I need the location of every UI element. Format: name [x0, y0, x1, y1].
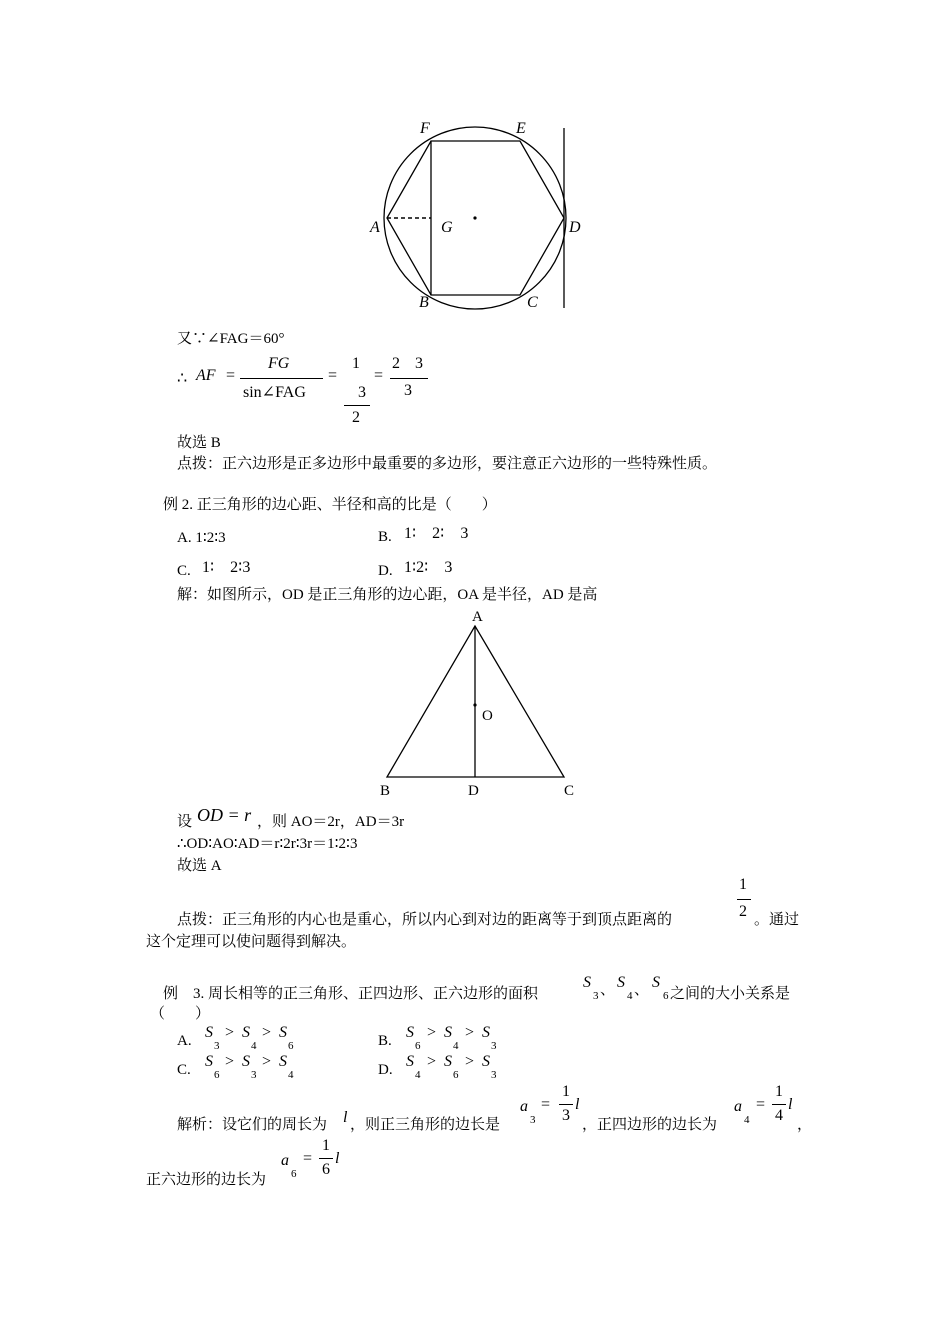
ex3-option-d-label: D. [378, 1062, 393, 1078]
label-e: E [516, 120, 526, 137]
gt-sign: > [465, 1024, 475, 1041]
subscript: 3 [491, 1040, 497, 1052]
fraction-bar-2 [390, 378, 428, 379]
a-subscript: 4 [744, 1114, 750, 1126]
example-2-stem: 例 2. 正三角形的边心距、半径和高的比是（ ） [163, 497, 497, 513]
triangle-figure [370, 604, 590, 800]
s-symbol: S [406, 1024, 414, 1041]
frac-bar [772, 1104, 786, 1105]
label-f: F [420, 120, 430, 137]
answer-a: 故选 A [177, 858, 222, 874]
subscript: 6 [288, 1040, 294, 1052]
a-symbol: a [734, 1098, 742, 1115]
option-c-text: 1∶ 2∶3 [202, 559, 251, 576]
perimeter-l: l [343, 1109, 348, 1126]
a-subscript: 3 [530, 1114, 536, 1126]
label-b: B [380, 783, 391, 799]
tip-fraction-numerator: 1 [739, 876, 747, 893]
s-symbol: S [444, 1024, 452, 1041]
separator-2: 、 [634, 982, 650, 998]
frac-bar [319, 1158, 333, 1159]
label-o: O [482, 708, 493, 724]
gt-sign: > [262, 1024, 272, 1041]
therefore-symbol: ∴ [177, 370, 188, 387]
frac-denominator: 4 [775, 1107, 783, 1124]
let-prefix: 设 [177, 814, 193, 830]
frac-numerator: 1 [322, 1137, 330, 1154]
answer-paren: （ ） [150, 1006, 211, 1022]
subscript: 3 [214, 1040, 220, 1052]
subscript: 4 [288, 1069, 294, 1081]
fraction-numerator-fg: FG [268, 355, 290, 372]
numerator-one: 1 [352, 355, 360, 372]
subscript: 3 [491, 1069, 497, 1081]
a-symbol: a [281, 1152, 289, 1169]
s6-subscript: 6 [663, 990, 669, 1002]
af-symbol: AF [196, 367, 216, 384]
s-symbol: S [482, 1053, 490, 1070]
ex3-option-b-label: B. [378, 1033, 392, 1049]
equals-sign: = [303, 1150, 313, 1167]
s-symbol: S [279, 1024, 287, 1041]
label-b: B [419, 294, 429, 311]
a-subscript: 6 [291, 1168, 297, 1180]
s-symbol: S [482, 1024, 490, 1041]
fraction-bar-1 [240, 378, 323, 379]
fraction-denominator-sin: sin∠FAG [243, 384, 306, 401]
option-d-text: 1∶2∶ 3 [404, 559, 453, 576]
s3-symbol: S [583, 974, 591, 991]
separator-1: 、 [600, 982, 616, 998]
let-expression: OD = r [197, 805, 252, 825]
tip-fraction-bar [737, 899, 751, 900]
equals-sign: = [541, 1096, 551, 1113]
s4-subscript: 4 [627, 990, 633, 1002]
frac-bar [559, 1104, 573, 1105]
option-d-label: D. [378, 563, 393, 579]
equals-sign-2: = [328, 367, 338, 384]
s-symbol: S [205, 1024, 213, 1041]
equals-sign-3: = [374, 367, 384, 384]
numerator-two: 2 [392, 355, 400, 372]
tip-text-2: 。通过 [754, 912, 800, 928]
subscript: 6 [214, 1069, 220, 1081]
tip-fraction-denominator: 2 [739, 903, 747, 920]
option-a: A. 1∶2∶3 [177, 530, 226, 546]
ratio-statement: ∴OD∶AO∶AD＝r∶2r∶3r＝1∶2∶3 [177, 836, 358, 852]
s-symbol: S [279, 1053, 287, 1070]
option-c-label: C. [177, 563, 191, 579]
denominator-two: 2 [352, 409, 360, 426]
a-symbol: a [520, 1098, 528, 1115]
frac-numerator: 1 [562, 1083, 570, 1100]
angle-statement: 又∵∠FAG＝60° [177, 331, 285, 347]
gt-sign: > [465, 1053, 475, 1070]
example-2-solution: 解：如图所示，OD 是正三角形的边心距，OA 是半径，AD 是高 [177, 587, 598, 603]
center-dot [473, 216, 476, 219]
s6-symbol: S [652, 974, 660, 991]
label-g: G [441, 219, 453, 236]
gt-sign: > [427, 1053, 437, 1070]
sol-text-3: ，正四边形的边长为 [582, 1117, 718, 1133]
l-symbol: l [788, 1096, 793, 1113]
answer-b: 故选 B [177, 435, 221, 451]
sol-text-1: 解析：设它们的周长为 [177, 1117, 328, 1133]
sol-line-2-text: 正六边形的边长为 [146, 1172, 267, 1188]
label-c: C [564, 783, 575, 799]
subscript: 6 [415, 1040, 421, 1052]
gt-sign: > [262, 1053, 272, 1070]
option-b-label: B. [378, 529, 392, 545]
denominator-three: 3 [404, 382, 412, 399]
tip-text-line-2: 这个定理可以使问题得到解决。 [146, 934, 357, 950]
ex3-option-a-label: A. [177, 1033, 192, 1049]
tip-text-1: 点拨：正三角形的内心也是重心，所以内心到对边的距离等于到顶点距离的 [177, 912, 673, 928]
tip-hexagon: 点拨：正六边形是正多边形中最重要的多边形，要注意正六边形的一些特殊性质。 [177, 456, 718, 472]
l-symbol: l [575, 1096, 580, 1113]
equals-sign: = [756, 1096, 766, 1113]
s-symbol: S [242, 1053, 250, 1070]
s-symbol: S [406, 1053, 414, 1070]
subscript: 6 [453, 1069, 459, 1081]
gt-sign: > [427, 1024, 437, 1041]
hexagon-circle-figure [360, 112, 590, 312]
center-o-dot [473, 703, 476, 706]
subscript: 3 [251, 1069, 257, 1081]
sqrt-three-a: 3 [358, 384, 366, 401]
label-d: D [468, 783, 479, 799]
stem-part-2: 之间的大小关系是 [670, 986, 791, 1002]
s-symbol: S [205, 1053, 213, 1070]
frac-denominator: 6 [322, 1161, 330, 1178]
s-symbol: S [242, 1024, 250, 1041]
stem-part-1: 例 3. 周长相等的正三角形、正四边形、正六边形的面积 [163, 986, 539, 1002]
label-a: A [370, 219, 380, 236]
subscript: 4 [251, 1040, 257, 1052]
gt-sign: > [225, 1053, 235, 1070]
sol-text-2: ，则正三角形的边长是 [350, 1117, 501, 1133]
s3-subscript: 3 [593, 990, 599, 1002]
label-d: D [569, 219, 581, 236]
subscript: 4 [415, 1069, 421, 1081]
s4-symbol: S [617, 974, 625, 991]
equals-sign-1: = [226, 367, 236, 384]
let-rest: ，则 AO＝2r，AD＝3r [257, 814, 405, 830]
ex3-option-c-label: C. [177, 1062, 191, 1078]
inner-fraction-bar [344, 405, 370, 406]
gt-sign: > [225, 1024, 235, 1041]
label-c: C [527, 294, 538, 311]
label-a: A [472, 609, 483, 625]
comma: ， [797, 1117, 813, 1133]
frac-denominator: 3 [562, 1107, 570, 1124]
subscript: 4 [453, 1040, 459, 1052]
option-b-text: 1∶ 2∶ 3 [404, 525, 469, 542]
s-symbol: S [444, 1053, 452, 1070]
l-symbol: l [335, 1150, 340, 1167]
numerator-sqrt-three: 3 [415, 355, 423, 372]
frac-numerator: 1 [775, 1083, 783, 1100]
